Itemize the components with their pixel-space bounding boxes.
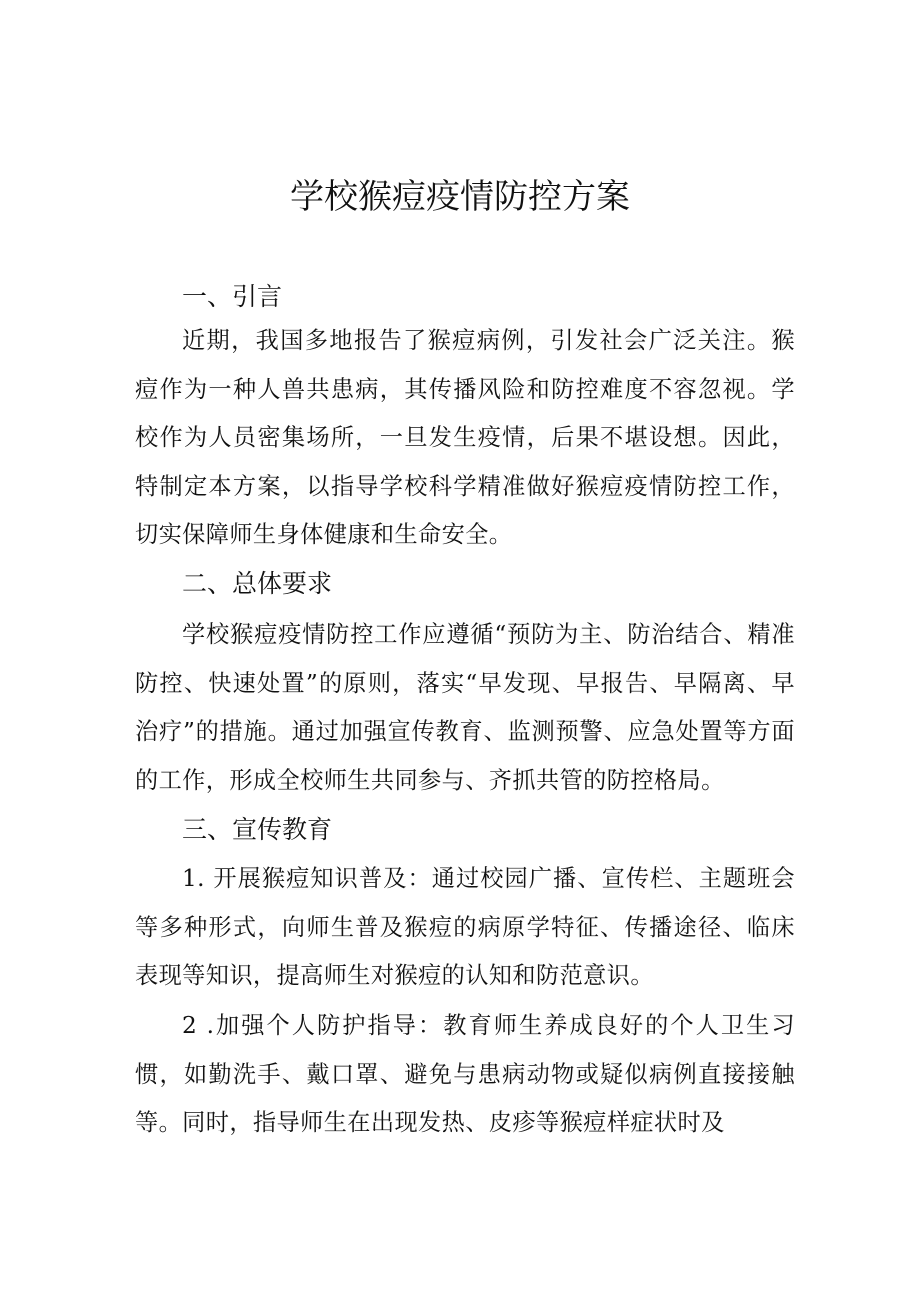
publicity-item-personal-protection: 2 .加强个人防护指导：教育师生养成良好的个人卫生习惯，如勤洗手、戴口罩、避免与患病动物或疑似病例直接接触等。同时，指导师生在出现发热、皮疹等猴痘样症状时及: [135, 1012, 795, 1136]
section-heading-general-requirements: 二、总体要求: [182, 569, 333, 598]
section-heading-publicity-education: 三、宣传教育: [182, 815, 333, 844]
section-heading-introduction: 一、引言: [182, 282, 283, 311]
introduction-paragraph: 近期，我国多地报告了猴痘病例，引发社会广泛关注。猴痘作为一种人兽共患病，其传播风险和防控难度不容忽视。学校作为人员密集场所，一旦发生疫情，后果不堪设想。因此，特制定本方案，以指导学校科学精准做好猴痘疫情防控工作，切实保障师生身体健康和生命安全。: [135, 327, 795, 548]
publicity-item-knowledge: 1. 开展猴痘知识普及：通过校园广播、宣传栏、主题班会等多种形式，向师生普及猴痘的病原学特征、传播途径、临床表现等知识，提高师生对猴痘的认知和防范意识。: [135, 865, 795, 989]
general-requirements-paragraph: 学校猴痘疫情防控工作应遵循“预防为主、防治结合、精准防控、快速处置”的原则，落实“早发现、早报告、早隔离、早治疗”的措施。通过加强宣传教育、监测预警、应急处置等方面的工作，形成全校师生共同参与、齐抓共管的防控格局。: [135, 621, 795, 794]
document-title: 学校猴痘疫情防控方案: [290, 177, 630, 217]
